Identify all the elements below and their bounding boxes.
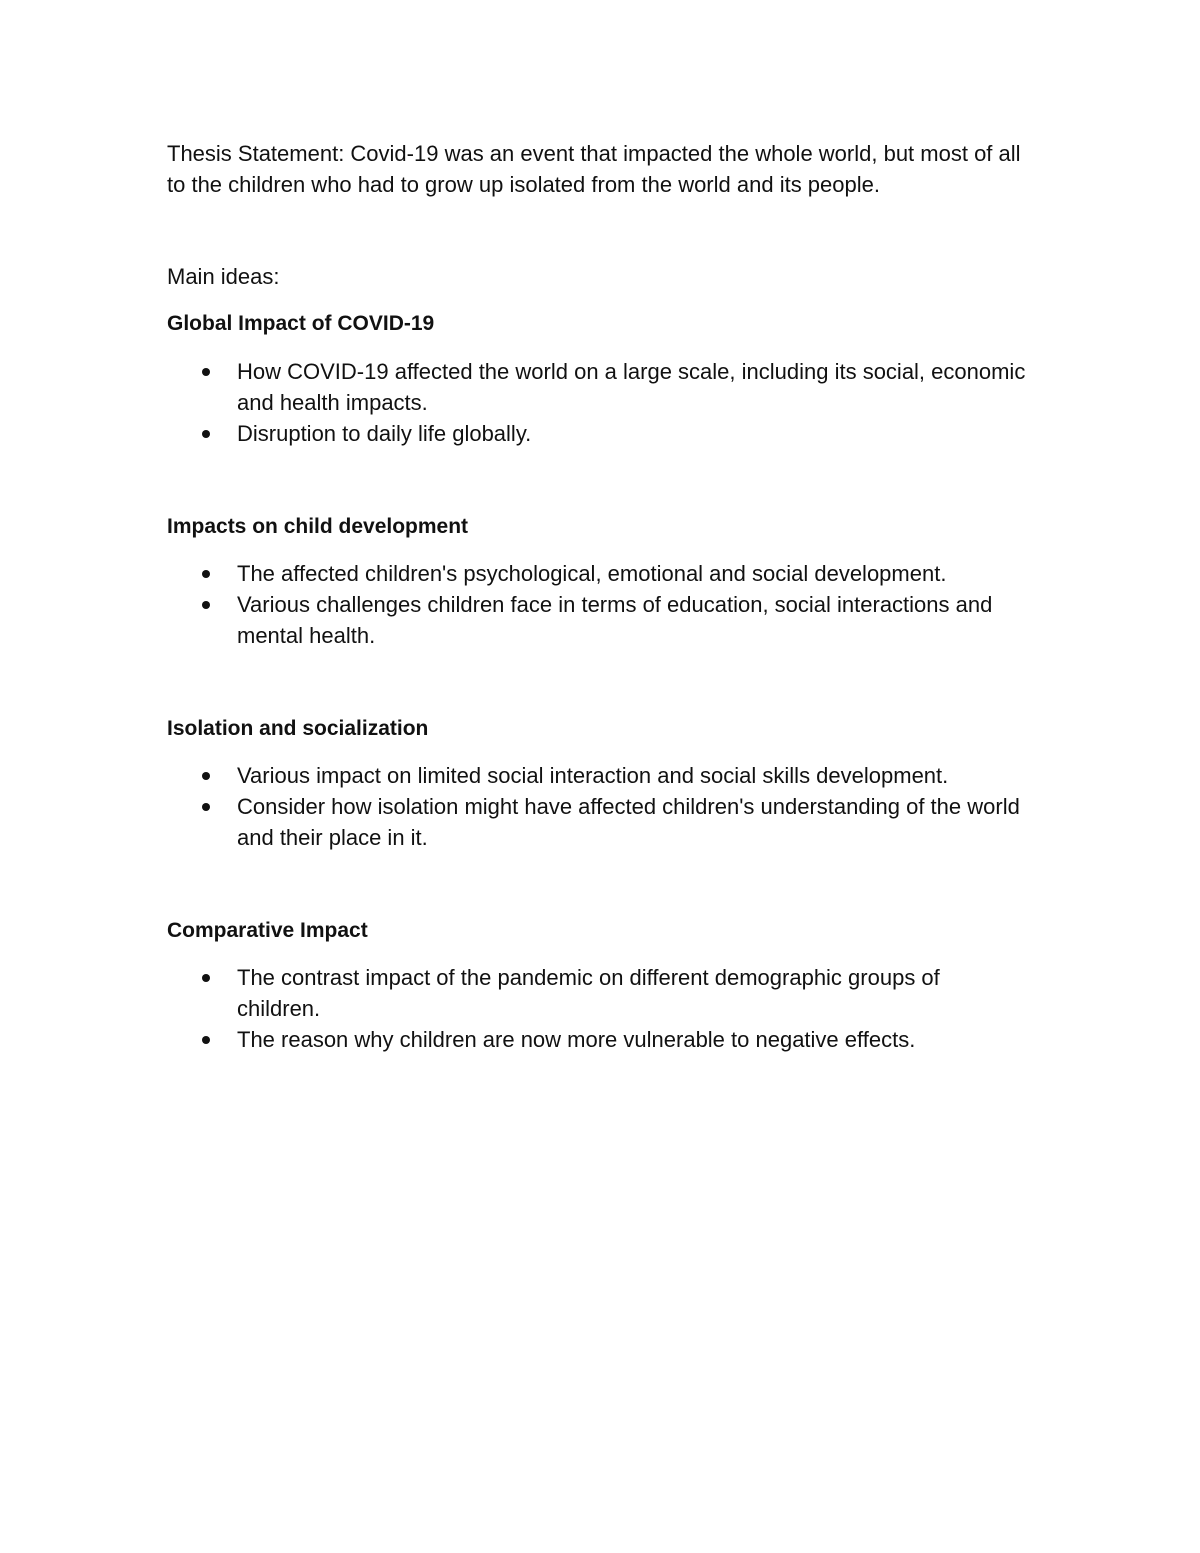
thesis-statement: Thesis Statement: Covid-19 was an event that impacted the whole world, but most of all to the children who had to grow up isolated from the world and its people. [167,141,1021,197]
bullet-icon [202,1036,210,1044]
list-item-text: Various challenges children face in terms of education, social interactions and mental health. [237,592,993,648]
section-child-development [167,511,1037,651]
section-isolation-socialization [167,713,1037,853]
list-item-text: Various impact on limited social interaction and social skills development. [237,763,949,788]
bullet-list [167,760,1037,853]
list-item [167,356,1027,418]
bullet-list [167,558,1037,651]
section-heading: Global Impact of COVID-19 [167,312,435,335]
main-ideas-label: Main ideas: [167,264,280,289]
list-item [167,589,1027,651]
section-global-impact [167,308,1037,449]
section-heading: Comparative Impact [167,919,368,942]
list-item-text: How COVID-19 affected the world on a large scale, including its social, economic and health impacts. [237,359,1026,415]
list-item-text: The reason why children are now more vulnerable to negative effects. [237,1027,916,1052]
list-item-text: Disruption to daily life globally. [237,421,532,446]
list-item [167,558,1027,589]
list-item [167,962,1027,1024]
list-item-text: Consider how isolation might have affected children's understanding of the world and their place in it. [237,794,1020,850]
section-heading: Impacts on child development [167,515,469,538]
list-item [167,760,1027,791]
bullet-list [167,356,1037,449]
bullet-icon [202,368,210,376]
section-heading: Isolation and socialization [167,717,429,740]
section-comparative-impact [167,915,1037,1055]
bullet-icon [202,570,210,578]
list-item [167,1024,1027,1055]
bullet-icon [202,974,210,982]
bullet-list [167,962,1037,1055]
list-item [167,791,1027,853]
list-item-text: The contrast impact of the pandemic on different demographic groups of children. [237,965,940,1021]
bullet-icon [202,803,210,811]
bullet-icon [202,601,210,609]
bullet-icon [202,430,210,438]
bullet-icon [202,772,210,780]
list-item [167,418,1027,449]
document-page [167,138,1037,1055]
list-item-text: The affected children's psychological, emotional and social development. [237,561,947,586]
